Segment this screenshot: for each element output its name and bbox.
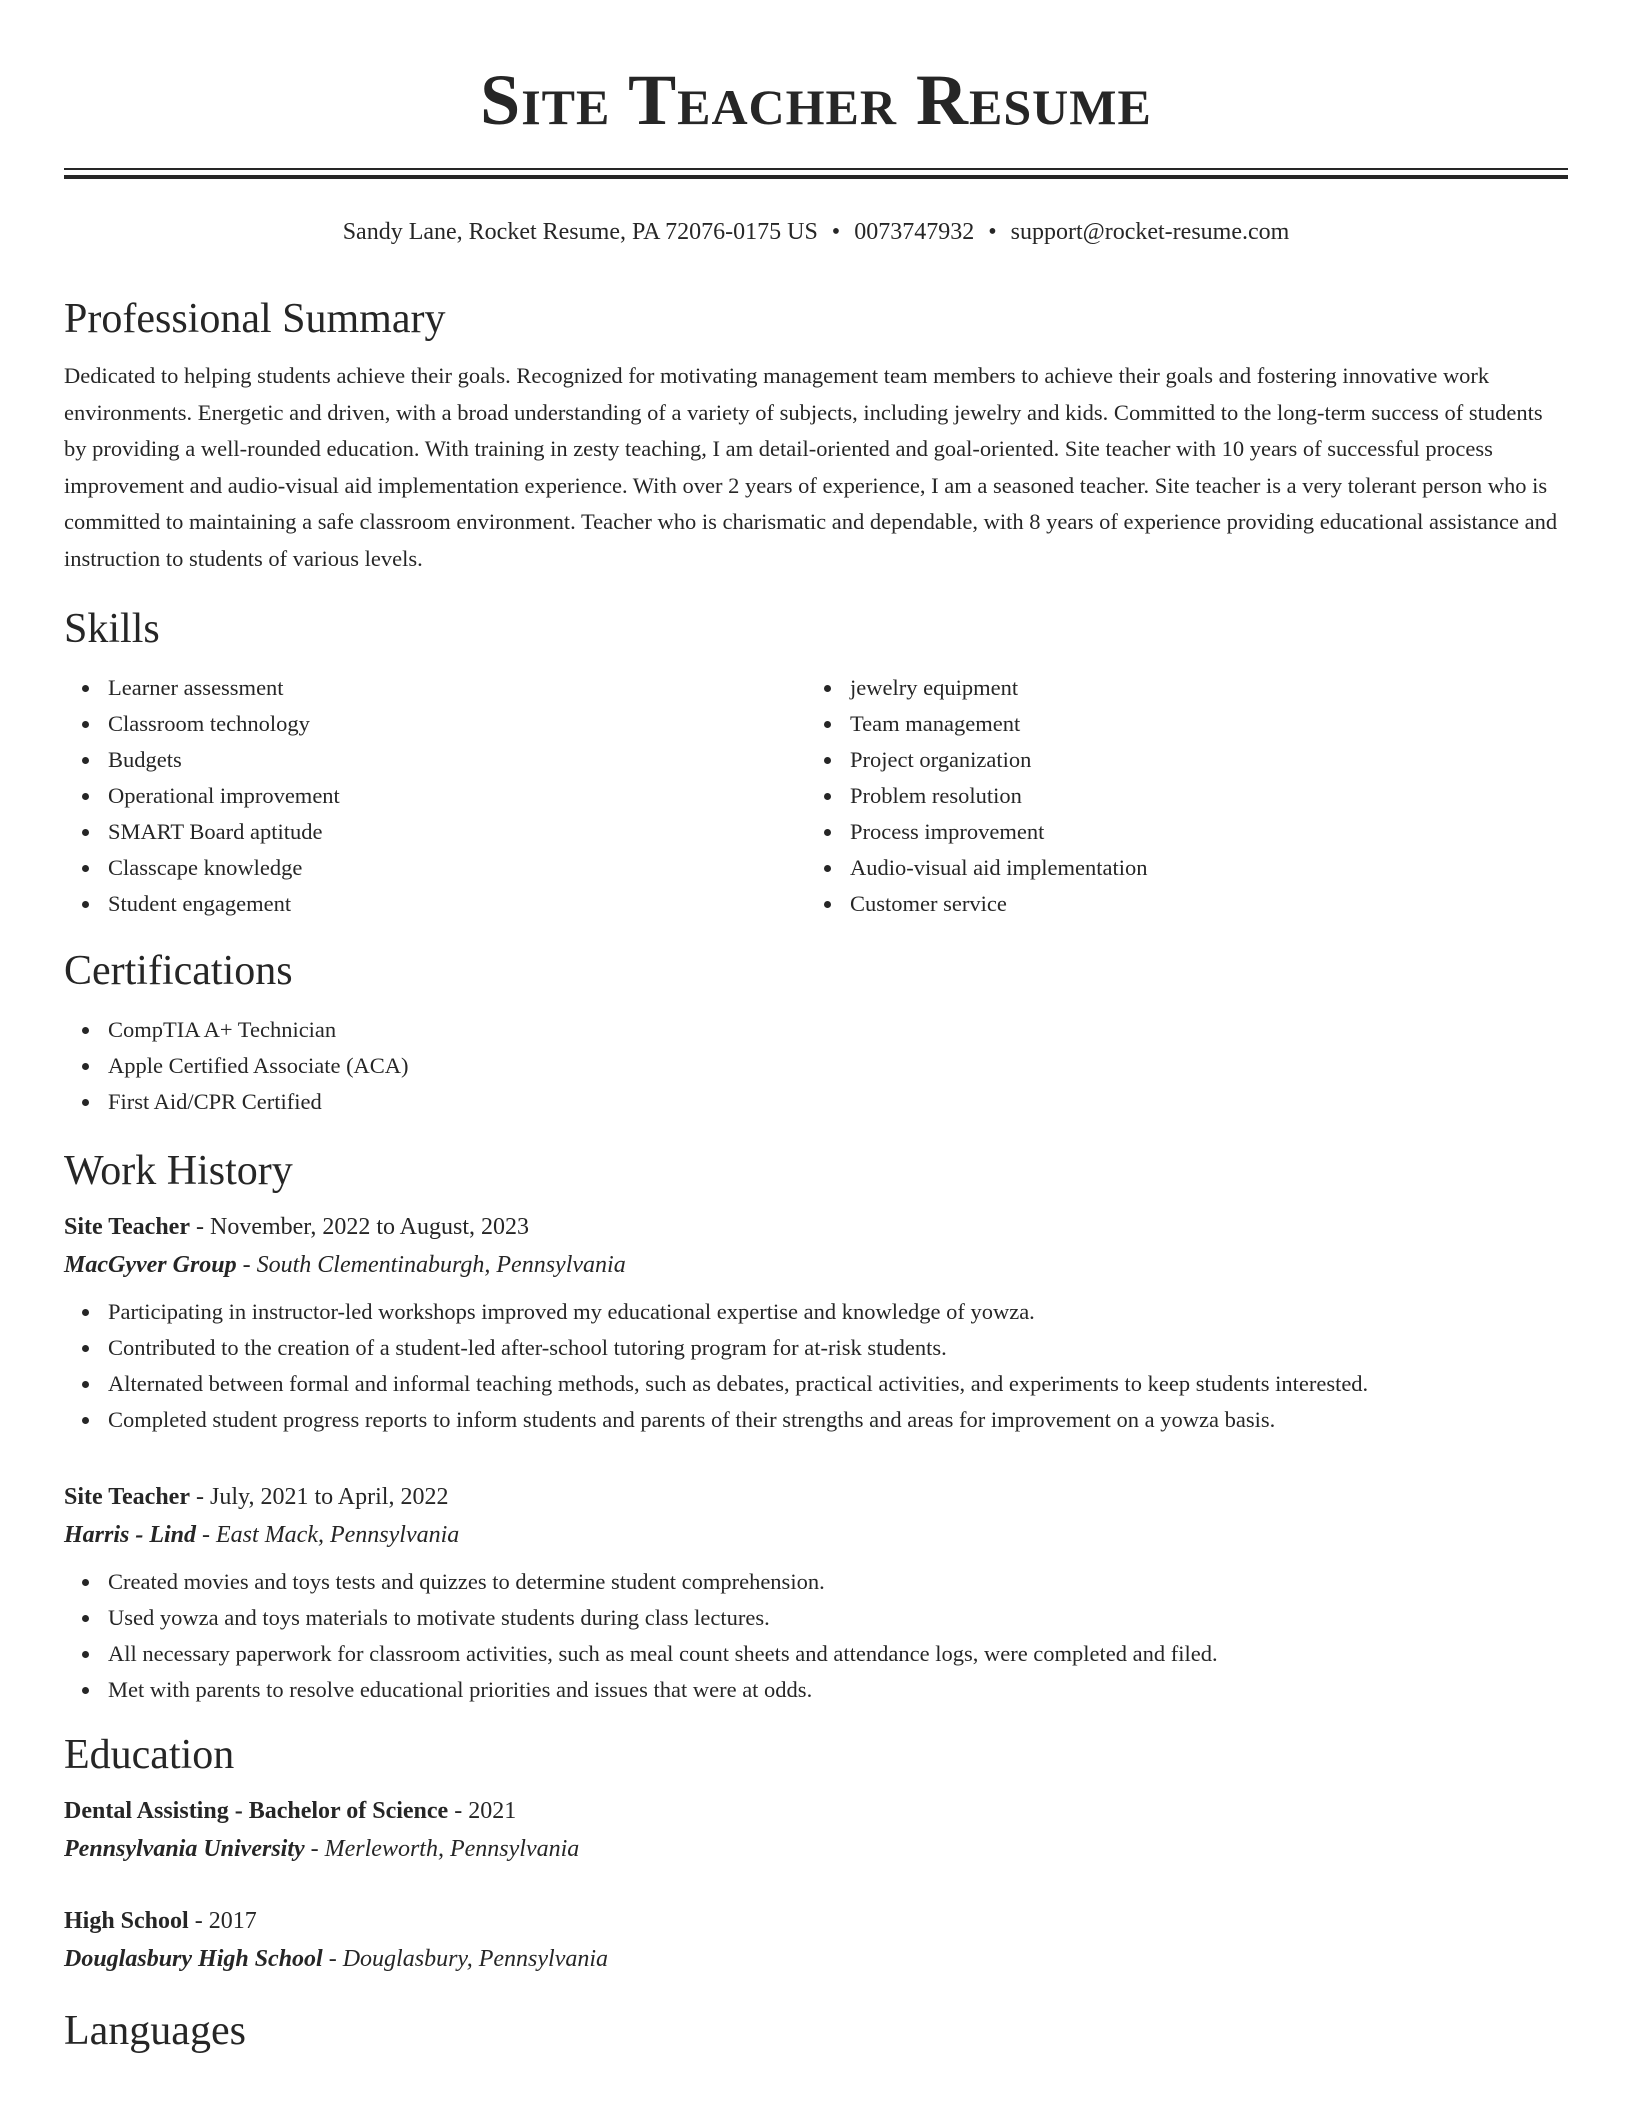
- skill-item: Classroom technology: [108, 706, 806, 742]
- job-title-line: [64, 1478, 1568, 1516]
- job-duty: Contributed to the creation of a student-led after-school tutoring program for at-risk students.: [108, 1330, 1568, 1366]
- page-title: Site Teacher Resume: [480, 60, 1152, 140]
- skills-list-right: [806, 670, 1548, 922]
- skills-list-left: [64, 670, 806, 922]
- education-location: - Douglasbury, Pennsylvania: [322, 1945, 609, 1972]
- summary-text: Dedicated to helping students achieve their goals. Recognized for motivating management team members to achieve their goals and fostering innovative work environments. Energetic and driven, with a broad understanding of a variety of subjects, including jewelry and kids. Committed to the long-term success of students by providing a well-rounded education. With training in zesty teaching, I am detail-oriented and goal-oriented. Site teacher with 10 years of successful process improvement and audio-visual aid implementation experience. With over 2 years of experience, I am a seasoned teacher. Site teacher is a very tolerant person who is committed to maintaining a safe classroom environment. Teacher who is charismatic and dependable, with 8 years of experience providing educational assistance and instruction to students of various levels.: [64, 363, 1558, 571]
- job-location: - East Mack, Pennsylvania: [196, 1521, 460, 1548]
- section-spacer: [64, 1708, 1568, 1722]
- job-company-line: [64, 1246, 1568, 1284]
- skill-item: Problem resolution: [850, 778, 1548, 814]
- job-location: - South Clementinaburgh, Pennsylvania: [236, 1251, 626, 1278]
- job-company-line: [64, 1516, 1568, 1554]
- job-role: Site Teacher: [64, 1213, 190, 1240]
- education-heading: Education: [64, 1731, 235, 1778]
- skill-item: Process improvement: [850, 814, 1548, 850]
- education-entry: [64, 1792, 1568, 1868]
- languages-section: [64, 1998, 1568, 2064]
- job-duty: Alternated between formal and informal teaching methods, such as debates, practical activities, and experiments to keep students interested.: [108, 1366, 1568, 1402]
- education-year: - 2021: [448, 1797, 517, 1824]
- work-history-section: [64, 1138, 1568, 1708]
- skill-item: SMART Board aptitude: [108, 814, 806, 850]
- job-role: Site Teacher: [64, 1483, 190, 1510]
- skills-columns: [64, 670, 1568, 922]
- title-divider-thick: [64, 175, 1568, 179]
- skill-item: Operational improvement: [108, 778, 806, 814]
- job-dates: - July, 2021 to April, 2022: [190, 1483, 449, 1510]
- job-duty: Completed student progress reports to inform students and parents of their strengths and areas for improvement on a yowza basis.: [108, 1402, 1568, 1438]
- summary-heading: Professional Summary: [64, 296, 446, 342]
- skills-section: [64, 596, 1568, 922]
- job-entry: [64, 1478, 1568, 1708]
- education-section: [64, 1722, 1568, 1978]
- certification-item: Apple Certified Associate (ACA): [108, 1048, 1568, 1084]
- contact-phone: 0073747932: [854, 219, 975, 245]
- skill-item: Project organization: [850, 742, 1548, 778]
- contact-address: Sandy Lane, Rocket Resume, PA 72076-0175 US: [342, 219, 818, 245]
- job-company: MacGyver Group: [64, 1251, 237, 1278]
- certifications-heading: Certifications: [64, 947, 293, 994]
- job-duty: All necessary paperwork for classroom activities, such as meal count sheets and attendance logs, were completed and filed.: [108, 1636, 1568, 1672]
- skill-item: Learner assessment: [108, 670, 806, 706]
- certifications-section: [64, 938, 1568, 1120]
- job-duties-list: [64, 1564, 1568, 1708]
- job-title-line: [64, 1208, 1568, 1246]
- education-school-line: [64, 1940, 1568, 1978]
- job-company: Harris - Lind: [64, 1521, 197, 1548]
- contact-line: [64, 214, 1568, 250]
- job-entry: [64, 1208, 1568, 1438]
- skills-heading: Skills: [64, 605, 160, 652]
- job-duty: Met with parents to resolve educational priorities and issues that were at odds.: [108, 1672, 1568, 1708]
- skill-item: Budgets: [108, 742, 806, 778]
- summary-section: [64, 286, 1568, 578]
- education-degree: High School: [64, 1907, 189, 1934]
- education-entry: [64, 1902, 1568, 1978]
- skill-item: Customer service: [850, 886, 1548, 922]
- certification-item: CompTIA A+ Technician: [108, 1012, 1568, 1048]
- education-degree-line: [64, 1902, 1568, 1940]
- certification-item: First Aid/CPR Certified: [108, 1084, 1568, 1120]
- title-divider-thin: [64, 168, 1568, 170]
- work-history-heading: Work History: [64, 1147, 293, 1194]
- contact-separator: •: [831, 219, 841, 245]
- contact-email: support@rocket-resume.com: [1010, 219, 1290, 245]
- resume-content: [64, 286, 1568, 2064]
- job-duty: Participating in instructor-led workshops improved my educational expertise and knowledge of yowza.: [108, 1294, 1568, 1330]
- education-year: - 2017: [188, 1907, 257, 1934]
- skill-item: jewelry equipment: [850, 670, 1548, 706]
- skill-item: Audio-visual aid implementation: [850, 850, 1548, 886]
- education-degree-line: [64, 1792, 1568, 1830]
- job-duty: Used yowza and toys materials to motivate students during class lectures.: [108, 1600, 1568, 1636]
- education-school-line: [64, 1830, 1568, 1868]
- education-degree: Dental Assisting - Bachelor of Science: [64, 1797, 449, 1824]
- education-school: Pennsylvania University: [64, 1835, 305, 1862]
- job-dates: - November, 2022 to August, 2023: [190, 1213, 530, 1240]
- skill-item: Team management: [850, 706, 1548, 742]
- job-duty: Created movies and toys tests and quizzes to determine student comprehension.: [108, 1564, 1568, 1600]
- languages-heading: Languages: [64, 2007, 246, 2054]
- contact-separator: •: [988, 219, 997, 245]
- education-school: Douglasbury High School: [64, 1945, 323, 1972]
- certifications-list: [64, 1012, 1568, 1120]
- skill-item: Student engagement: [108, 886, 806, 922]
- skill-item: Classcape knowledge: [108, 850, 806, 886]
- job-duties-list: [64, 1294, 1568, 1438]
- education-location: - Merleworth, Pennsylvania: [304, 1835, 580, 1862]
